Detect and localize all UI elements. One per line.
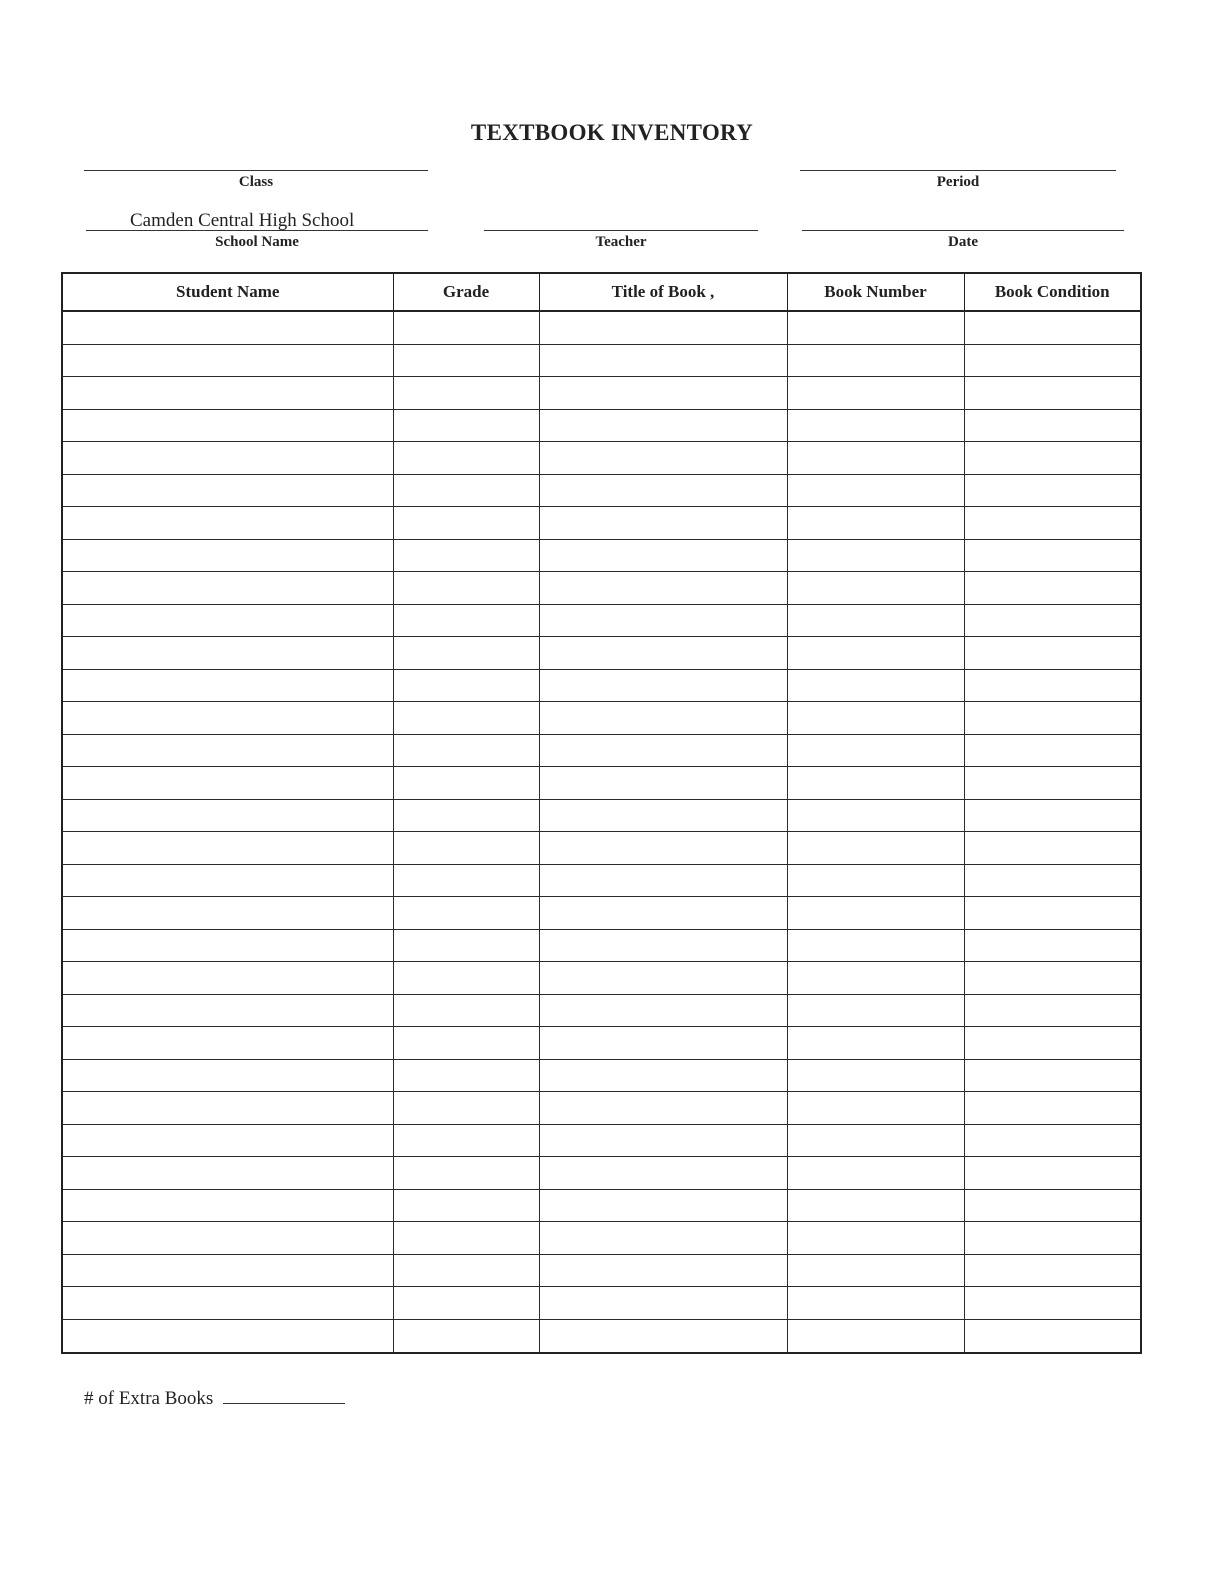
table-row [62, 702, 1141, 735]
grade-cell[interactable] [393, 604, 539, 637]
title-of-book-cell[interactable] [539, 1222, 787, 1255]
table-row [62, 1157, 1141, 1190]
grade-cell[interactable] [393, 1027, 539, 1060]
table-row [62, 1124, 1141, 1157]
title-of-book-cell[interactable] [539, 637, 787, 670]
book-condition-cell[interactable] [964, 1059, 1141, 1092]
book-condition-cell[interactable] [964, 311, 1141, 344]
table-row [62, 669, 1141, 702]
period-label: Period [936, 174, 980, 190]
book-condition-cell[interactable] [964, 572, 1141, 605]
book-condition-cell[interactable] [964, 1189, 1141, 1222]
student-name-cell[interactable] [62, 474, 393, 507]
table-row [62, 409, 1141, 442]
grade-cell[interactable] [393, 897, 539, 930]
title-of-book-cell[interactable] [539, 962, 787, 995]
header-book-condition: Book Condition [964, 273, 1141, 311]
grade-cell[interactable] [393, 572, 539, 605]
title-of-book-cell[interactable] [539, 474, 787, 507]
book-condition-cell[interactable] [964, 1157, 1141, 1190]
book-number-cell[interactable] [787, 994, 964, 1027]
grade-cell[interactable] [393, 799, 539, 832]
grade-cell[interactable] [393, 1059, 539, 1092]
grade-cell[interactable] [393, 474, 539, 507]
book-condition-cell[interactable] [964, 767, 1141, 800]
table-row [62, 799, 1141, 832]
grade-cell[interactable] [393, 539, 539, 572]
student-name-cell[interactable] [62, 994, 393, 1027]
header-book-number: Book Number [787, 273, 964, 311]
student-name-cell[interactable] [62, 1287, 393, 1320]
book-condition-cell[interactable] [964, 897, 1141, 930]
student-name-cell[interactable] [62, 1222, 393, 1255]
book-number-cell[interactable] [787, 1092, 964, 1125]
grade-cell[interactable] [393, 507, 539, 540]
student-name-cell[interactable] [62, 897, 393, 930]
class-label: Class [238, 174, 274, 190]
title-of-book-cell[interactable] [539, 669, 787, 702]
title-of-book-cell[interactable] [539, 1027, 787, 1060]
grade-cell[interactable] [393, 767, 539, 800]
student-name-cell[interactable] [62, 1059, 393, 1092]
book-number-cell[interactable] [787, 897, 964, 930]
book-number-cell[interactable] [787, 1222, 964, 1255]
book-number-cell[interactable] [787, 1027, 964, 1060]
student-name-cell[interactable] [62, 767, 393, 800]
grade-cell[interactable] [393, 1124, 539, 1157]
book-condition-cell[interactable] [964, 637, 1141, 670]
title-of-book-cell[interactable] [539, 507, 787, 540]
student-name-cell[interactable] [62, 409, 393, 442]
book-number-cell[interactable] [787, 1254, 964, 1287]
book-number-cell[interactable] [787, 962, 964, 995]
student-name-cell[interactable] [62, 799, 393, 832]
book-number-cell[interactable] [787, 539, 964, 572]
school-name-label: School Name [215, 234, 299, 250]
student-name-cell[interactable] [62, 832, 393, 865]
table-row [62, 1254, 1141, 1287]
grade-cell[interactable] [393, 1287, 539, 1320]
student-name-cell[interactable] [62, 572, 393, 605]
student-name-cell[interactable] [62, 442, 393, 475]
book-condition-cell[interactable] [964, 1319, 1141, 1353]
grade-cell[interactable] [393, 962, 539, 995]
date-line [802, 230, 1124, 231]
book-condition-cell[interactable] [964, 799, 1141, 832]
grade-cell[interactable] [393, 1092, 539, 1125]
period-line [800, 170, 1116, 171]
class-field[interactable] [84, 160, 428, 200]
grade-cell[interactable] [393, 377, 539, 410]
grade-cell[interactable] [393, 409, 539, 442]
book-condition-cell[interactable] [964, 1222, 1141, 1255]
table-row [62, 832, 1141, 865]
table-row [62, 344, 1141, 377]
book-number-cell[interactable] [787, 1157, 964, 1190]
book-condition-cell[interactable] [964, 1124, 1141, 1157]
table-row [62, 1059, 1141, 1092]
title-of-book-cell[interactable] [539, 539, 787, 572]
title-of-book-cell[interactable] [539, 1287, 787, 1320]
title-of-book-cell[interactable] [539, 864, 787, 897]
book-condition-cell[interactable] [964, 442, 1141, 475]
book-number-cell[interactable] [787, 669, 964, 702]
title-of-book-cell[interactable] [539, 344, 787, 377]
table-row [62, 929, 1141, 962]
book-number-cell[interactable] [787, 474, 964, 507]
title-of-book-cell[interactable] [539, 1157, 787, 1190]
extra-books-label: # of Extra Books [84, 1388, 214, 1409]
book-number-cell[interactable] [787, 1319, 964, 1353]
teacher-line [484, 230, 758, 231]
student-name-cell[interactable] [62, 702, 393, 735]
student-name-cell[interactable] [62, 377, 393, 410]
header-title-of-book: Title of Book , [539, 273, 787, 311]
book-condition-cell[interactable] [964, 344, 1141, 377]
grade-cell[interactable] [393, 442, 539, 475]
title-of-book-cell[interactable] [539, 1124, 787, 1157]
book-condition-cell[interactable] [964, 929, 1141, 962]
book-number-cell[interactable] [787, 767, 964, 800]
table-row [62, 1027, 1141, 1060]
title-of-book-cell[interactable] [539, 897, 787, 930]
school-name-value: Camden Central High School [130, 210, 355, 231]
extra-books-field[interactable] [84, 1388, 345, 1410]
grade-cell[interactable] [393, 669, 539, 702]
book-number-cell[interactable] [787, 1287, 964, 1320]
student-name-cell[interactable] [62, 311, 393, 344]
student-name-cell[interactable] [62, 344, 393, 377]
book-number-cell[interactable] [787, 311, 964, 344]
book-condition-cell[interactable] [964, 669, 1141, 702]
book-number-cell[interactable] [787, 929, 964, 962]
grade-cell[interactable] [393, 311, 539, 344]
title-of-book-cell[interactable] [539, 767, 787, 800]
table-row [62, 864, 1141, 897]
table-row [62, 962, 1141, 995]
book-condition-cell[interactable] [964, 1092, 1141, 1125]
extra-books-blank[interactable] [223, 1389, 345, 1404]
student-name-cell[interactable] [62, 669, 393, 702]
student-name-cell[interactable] [62, 734, 393, 767]
student-name-cell[interactable] [62, 507, 393, 540]
table-row [62, 507, 1141, 540]
table-row [62, 604, 1141, 637]
table-row [62, 994, 1141, 1027]
school-name-field[interactable] [86, 208, 428, 258]
book-condition-cell[interactable] [964, 864, 1141, 897]
table-row [62, 311, 1141, 344]
grade-cell[interactable] [393, 1319, 539, 1353]
table-row [62, 1092, 1141, 1125]
grade-cell[interactable] [393, 864, 539, 897]
student-name-cell[interactable] [62, 1092, 393, 1125]
student-name-cell[interactable] [62, 962, 393, 995]
header-grade: Grade [393, 273, 539, 311]
table-row [62, 637, 1141, 670]
book-condition-cell[interactable] [964, 734, 1141, 767]
date-field[interactable] [802, 208, 1124, 258]
form-title: TEXTBOOK INVENTORY [470, 120, 754, 145]
book-condition-cell[interactable] [964, 832, 1141, 865]
inventory-table [61, 272, 1142, 1354]
student-name-cell[interactable] [62, 1124, 393, 1157]
period-field[interactable] [800, 160, 1116, 200]
book-condition-cell[interactable] [964, 507, 1141, 540]
book-number-cell[interactable] [787, 572, 964, 605]
table-header-row [62, 273, 1141, 311]
grade-cell[interactable] [393, 832, 539, 865]
grade-cell[interactable] [393, 1157, 539, 1190]
book-number-cell[interactable] [787, 1189, 964, 1222]
title-of-book-cell[interactable] [539, 604, 787, 637]
grade-cell[interactable] [393, 344, 539, 377]
title-of-book-cell[interactable] [539, 929, 787, 962]
title-of-book-cell[interactable] [539, 1092, 787, 1125]
title-of-book-cell[interactable] [539, 702, 787, 735]
student-name-cell[interactable] [62, 1157, 393, 1190]
grade-cell[interactable] [393, 929, 539, 962]
table-row [62, 897, 1141, 930]
book-condition-cell[interactable] [964, 474, 1141, 507]
book-number-cell[interactable] [787, 344, 964, 377]
book-number-cell[interactable] [787, 604, 964, 637]
book-number-cell[interactable] [787, 507, 964, 540]
title-of-book-cell[interactable] [539, 409, 787, 442]
book-number-cell[interactable] [787, 832, 964, 865]
student-name-cell[interactable] [62, 864, 393, 897]
title-of-book-cell[interactable] [539, 572, 787, 605]
book-condition-cell[interactable] [964, 994, 1141, 1027]
table-row [62, 1222, 1141, 1255]
student-name-cell[interactable] [62, 539, 393, 572]
book-condition-cell[interactable] [964, 539, 1141, 572]
teacher-field[interactable] [484, 208, 758, 258]
title-of-book-cell[interactable] [539, 832, 787, 865]
table-row [62, 442, 1141, 475]
title-of-book-cell[interactable] [539, 734, 787, 767]
book-number-cell[interactable] [787, 1124, 964, 1157]
grade-cell[interactable] [393, 994, 539, 1027]
title-of-book-cell[interactable] [539, 1254, 787, 1287]
teacher-label: Teacher [595, 234, 647, 250]
book-condition-cell[interactable] [964, 604, 1141, 637]
book-number-cell[interactable] [787, 409, 964, 442]
class-line [84, 170, 428, 171]
grade-cell[interactable] [393, 734, 539, 767]
title-of-book-cell[interactable] [539, 377, 787, 410]
book-number-cell[interactable] [787, 864, 964, 897]
header-student-name: Student Name [62, 273, 393, 311]
grade-cell[interactable] [393, 1189, 539, 1222]
student-name-cell[interactable] [62, 1027, 393, 1060]
grade-cell[interactable] [393, 702, 539, 735]
student-name-cell[interactable] [62, 929, 393, 962]
grade-cell[interactable] [393, 1254, 539, 1287]
title-of-book-cell[interactable] [539, 442, 787, 475]
book-condition-cell[interactable] [964, 702, 1141, 735]
student-name-cell[interactable] [62, 1254, 393, 1287]
school-name-line [86, 230, 428, 231]
table-row [62, 1189, 1141, 1222]
student-name-cell[interactable] [62, 1189, 393, 1222]
date-label: Date [948, 234, 978, 250]
book-number-cell[interactable] [787, 442, 964, 475]
book-number-cell[interactable] [787, 1059, 964, 1092]
table-row [62, 734, 1141, 767]
title-of-book-cell[interactable] [539, 311, 787, 344]
title-of-book-cell[interactable] [539, 1189, 787, 1222]
student-name-cell[interactable] [62, 604, 393, 637]
book-number-cell[interactable] [787, 702, 964, 735]
book-number-cell[interactable] [787, 799, 964, 832]
student-name-cell[interactable] [62, 637, 393, 670]
grade-cell[interactable] [393, 1222, 539, 1255]
book-number-cell[interactable] [787, 377, 964, 410]
book-number-cell[interactable] [787, 637, 964, 670]
table-row [62, 1319, 1141, 1353]
inventory-body [62, 311, 1141, 1353]
book-condition-cell[interactable] [964, 1287, 1141, 1320]
title-of-book-cell[interactable] [539, 799, 787, 832]
grade-cell[interactable] [393, 637, 539, 670]
book-condition-cell[interactable] [964, 1027, 1141, 1060]
book-condition-cell[interactable] [964, 377, 1141, 410]
title-of-book-cell[interactable] [539, 1319, 787, 1353]
book-condition-cell[interactable] [964, 1254, 1141, 1287]
table-row [62, 539, 1141, 572]
book-number-cell[interactable] [787, 734, 964, 767]
table-row [62, 474, 1141, 507]
book-condition-cell[interactable] [964, 409, 1141, 442]
table-row [62, 1287, 1141, 1320]
table-row [62, 572, 1141, 605]
title-of-book-cell[interactable] [539, 994, 787, 1027]
table-row [62, 767, 1141, 800]
book-condition-cell[interactable] [964, 962, 1141, 995]
title-of-book-cell[interactable] [539, 1059, 787, 1092]
student-name-cell[interactable] [62, 1319, 393, 1353]
table-row [62, 377, 1141, 410]
